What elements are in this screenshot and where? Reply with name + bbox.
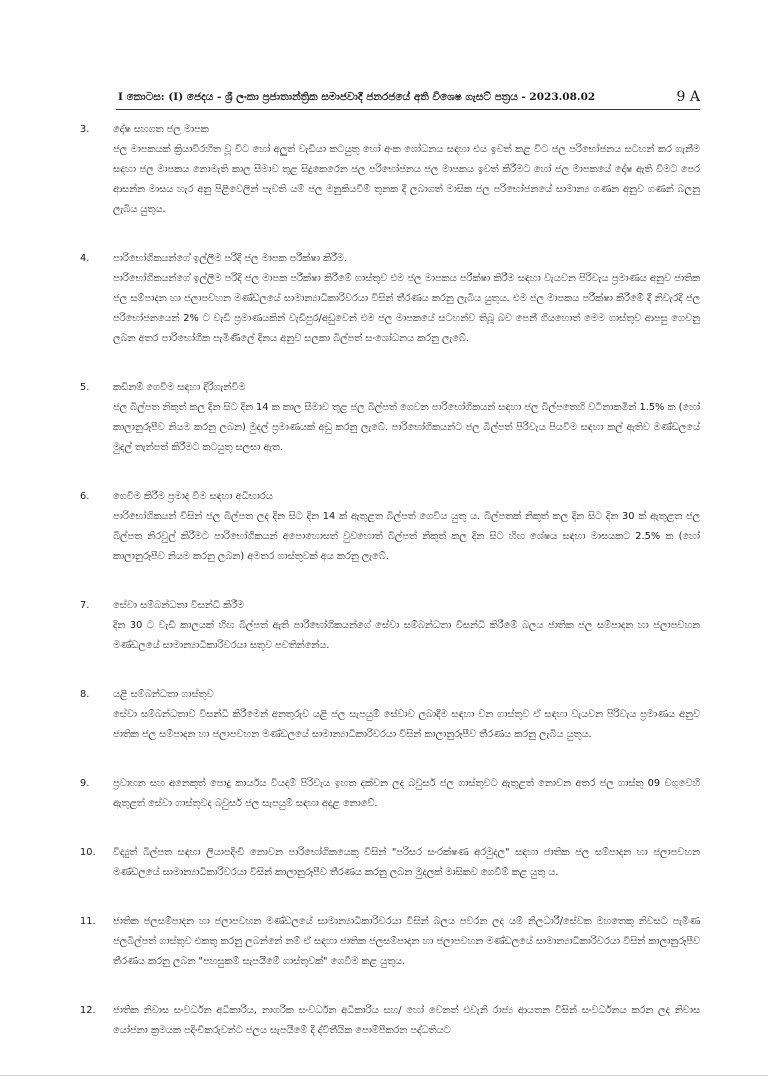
clause-number: 3. (80, 124, 90, 135)
page-number: 9 A (676, 89, 700, 105)
clause-heading: කඩිනම් ගෙවීම සඳහා දිරිගැන්වීම (113, 382, 246, 393)
clause-7 (78, 596, 700, 656)
clause-number: 5. (80, 382, 90, 393)
clause-text: විද්‍යුත් බිල්පත සඳහා ලියාපදිංචි නොවන පාරිභෝගිකයෙකු විසින් "පරිසර සංරක්ෂණ අරමුදල" සඳහා ජාතික ජල සම්පාදන හා ජලාපවහන මණ්ඩලයේ සාමාන්‍යාධිකාරිවරයා විසින් කාලානුරූපීව තීරණය කරනු ලබන මුදලක් මාසිකව ගෙවීම් කළ යුතු ය. (113, 847, 700, 878)
clause-6 (78, 487, 700, 567)
clause-heading: පාරිභෝගිකයන්ගේ ඉල්ලීම පරිදි ජල මාපක පරීක්ෂා කිරීම. (113, 253, 348, 264)
page-header (118, 88, 700, 110)
clause-number: 7. (80, 600, 90, 611)
clause-text: ජල මාපකයක් ක්‍රියාවිරහිත වූ විට හෝ අලුත් වැඩියා කටයුතු හෝ අංක ශෝධනය සඳහා එය ඉවත් කළ විට ජල පරිභෝජනය සටහන් කර ගැනීම සඳහා ජල මාපකය නොමැති කාල සීමාව තුළ සිදුකෙරෙන ජල පරිභෝජනය ජල මාපකය ඉවත් කිරීමට හෝ ජල මාපකයේ දෝෂ ඇති වීමට පෙර ආසන්න මාසය හැර අනු පිළිවෙලින් පැවති යම් ජල මනුකියවීම් තුනක දී ලබාගත් මාසික ජල පරිභෝජනයේ සාමාන්‍ය ගණන අනුව ගණන් බලනු ලැබිය යුතුය. (113, 144, 700, 215)
clause-text: දින 30 ට වැඩි කාලයක් හිඟ බිල්පත් ඇති පාරිභෝගිකයන්ගේ සේවා සම්බන්ධතා විසන්ධි කිරීමේ බලය ජාතික ජල සම්පාදන හා ජලාපවහන මණ්ඩලයේ සාමාන්‍යාධිකාරිවරයා සතුව පවතින්නේය. (113, 620, 700, 651)
clause-text: පාරිභෝගිකයන් විසින් ජල බිල්පත ලද දින සිට දින 14 ක් ඇතුළත බිල්පත් ගෙවිය යුතු ය. බිල්පතක් නිකුත් කල දින සිට දින 30 ක් ඇතුළත ජල බිල්පත නිරවුල් කිරීමට පාරිභෝගිකයන් අපොහොසත් වුවහොත් බිල්පත් නිකුත් කල දින සිට හිඟ ශේෂය සඳහා මාසයකට 2.5% ක (හෝ කාලානුරූපීව නියම කරනු ලබන) අමතර ගාස්තුවක් අය කරනු ලැබේ. (113, 511, 700, 562)
clause-text: පාරිභෝගිකයන්ගේ ඉල්ලීම පරිදි ජල මාපක පරීක්ෂා කිරීමේ ගාස්තුව එම ජල මාපකය පරීක්ෂා කිරීම සඳහා වැයවන පිරිවැය ප්‍රමාණය අනුව ජාතික ජල සම්පාදන හා ජලාපවහන මණ්ඩලයේ සාමාන්‍යාධිකාරිවරයා විසින් තීරණය කරනු ලැබිය යුතුය. එම ජල මාපකය පරීක්ෂා කිරීමේ දී නිවැරදි ජල පරිභෝජනයෙන් 2% ට වැඩි ප්‍රමාණයකින් වැඩිපුර/අඩුවෙන් එම ජල මාපකයේ සටහන්ව තිබූ බව පෙනී ගියහොත් මෙම ගාස්තුව ආපසු ගෙවනු ලබන අතර පාරිභෝගික පැමිණිලේ දිනය අනුව සලකා බිල්පත් සංශෝධනය කරනු ලැබේ. (113, 273, 700, 344)
clause-heading: ගෙවීම කිරීම ප්‍රමාද වීම සඳහා අධිභාරය (113, 491, 273, 502)
clause-text: ප්‍රවාහන සහ අනෙකුත් පොදු කාර්යය වියදම් පිරිවැය ඉහත දක්වන ලද බවුසර් ජල ගාස්තුවට ඇතුළත් නොවන අතර ජල ගාස්තු 09 වගුවෙහි ඇතුළත් සේවා ගාස්තුවද බවුසර් ජල සැපයුම් සඳහා අදාළ නොවේ. (113, 778, 700, 809)
clause-5 (78, 378, 700, 458)
clause-12 (78, 1001, 700, 1041)
clause-number: 10. (80, 847, 96, 858)
clause-text: සේවා සම්බන්ධතාව විසන්ධි කිරීමෙන් අනතුරුව යළි ජල සැපයුම් සේවාව ලබාදීම සඳහා වන ගාස්තුව ඒ සඳහා වැයවන පිරිවැය ප්‍රමාණය අනුව ජාතික ජල සම්පාදන හා ජලාපවහන මණ්ඩලයේ සාමාන්‍යාධිකාරිවරයා විසින් කාලානුරූපීව තීරණය කරනු ලැබිය යුතුය. (113, 709, 700, 740)
clause-number: 4. (80, 253, 90, 264)
header-divider (116, 109, 700, 110)
clause-list (78, 120, 700, 1070)
clause-9 (78, 774, 700, 814)
clause-text: ජාතික ජලසම්පාදන හා ජලාපවහන මණ්ඩලයේ සාමාන්‍යාධිකාරිවරයා විසින් බලය පවරන ලද යම් නිලධාරී/සේවක මහතෙකු නිවසට පැමිණ ජලබිල්පත් ගාස්තුව එකතු කරනු ලබන්නේ නම් ඒ සඳහා ජාතික ජලසම්පාදන හා ජලාපවහන මණ්ඩලයේ සාමාන්‍යාධිකාරිවරයා විසින් කාලානුරූපීව තීරණය කරනු ලබන "පහසුකම් සැපයීමේ ගාස්තුවක්" ගෙවීම කළ යුතුය. (113, 916, 700, 967)
clause-number: 8. (80, 689, 90, 700)
clause-heading: සේවා සම්බන්ධතා විසන්ධි කිරීම (113, 600, 245, 611)
clause-10 (78, 843, 700, 883)
clause-text: ජල බිල්පත නිකුත් කල දින සිට දින 14 ක කාල සීමාව තුළ ජල බිල්පත් ගෙවන පාරිභෝගිකයන් සඳහා ජල බිල්පතෙහි වටිනාකමින් 1.5% ක (හෝ කාලානුරූපීව නියම කරනු ලබන) මුදල් ප්‍රමාණයක් අඩු කරනු ලැබේ. පාරිභෝගිකයන්ට ජල බිල්පත් පිරිවැය පියවීම සඳහා කල් ඇතිව මණ්ඩලයේ මුදල් තැන්පත් කිරීමට කටයුතු සලසා ඇත. (113, 402, 700, 453)
bottom-edge-line (0, 1075, 768, 1076)
clause-3 (78, 120, 700, 220)
header-title: I කොටස: (I) ජෙදය - ශ්‍රී ලංකා ප්‍රජාතාන්ත්‍රික සමාජවාදී ජනරජයේ අති විශෙෂ ගැසට් පත්‍රය - 2023.08.02 (118, 91, 596, 103)
clause-heading: දෝෂ සහගත ජල මාපක (113, 124, 209, 135)
clause-heading: යළි සම්බන්ධතා ගාස්තුව (113, 689, 214, 700)
clause-number: 9. (80, 778, 90, 789)
clause-8 (78, 685, 700, 745)
clause-number: 11. (80, 916, 96, 927)
clause-number: 12. (80, 1005, 96, 1016)
clause-number: 6. (80, 491, 90, 502)
clause-11 (78, 912, 700, 972)
clause-4 (78, 249, 700, 349)
clause-text: ජාතික නිවාස සංවර්ධන අධිකාරිය, නාගරික සංවර්ධන අධිකාරිය සහ/ හෝ වෙනත් එවැනි රාජ්‍ය ආයතන විසින් සංවර්ධනය කරන ලද නිවාස යෝජනා ක්‍රමයක පදිංචිකරුවන්ට ජලය සැපයීමේ දී ද්විතීයික පොම්පීකරන පද්ධතියට (113, 1005, 700, 1036)
